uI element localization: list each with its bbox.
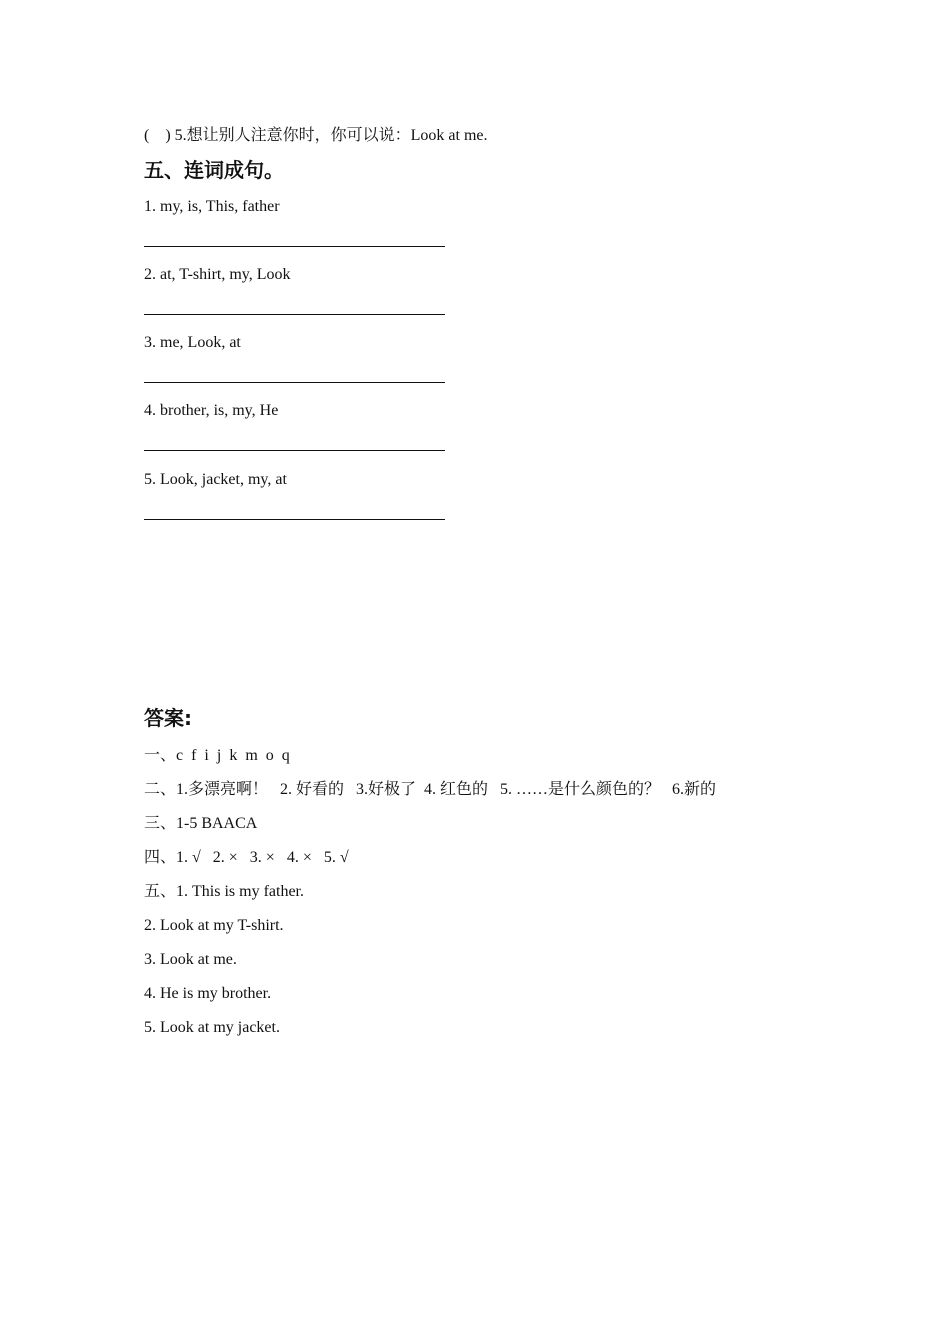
reorder-item-3: 3. me, Look, at [144,334,241,351]
answer-line-7: 3. Look at me. [144,951,237,968]
answer-line-8: 4. He is my brother. [144,985,272,1002]
answer-line-4: 四、1. √ 2. × 3. × 4. × 5. √ [144,849,349,866]
question-5-line: ( ) 5.想让别人注意你时，你可以说：Look at me. [144,127,488,144]
reorder-item-1: 1. my, is, This, father [144,198,280,215]
answer-line-5: 五、1. This is my father. [144,883,304,900]
answer-blank-5 [144,519,445,520]
answer-blank-1 [144,246,445,247]
answer-line-6: 2. Look at my T-shirt. [144,917,284,934]
answer-line-3: 三、1-5 BAACA [144,815,258,832]
answer-line-1: 一、c f i j k m o q [144,747,290,764]
answer-blank-3 [144,382,445,383]
answer-line-2: 二、1.多漂亮啊！ 2. 好看的 3.好极了 4. 红色的 5. ……是什么颜色的？ 6.新的 [144,781,717,798]
answer-blank-2 [144,314,445,315]
answer-blank-4 [144,450,445,451]
answers-title: 答案: [144,706,192,730]
section-five-title: 五、连词成句。 [144,158,284,182]
reorder-item-5: 5. Look, jacket, my, at [144,471,287,488]
answer-line-9: 5. Look at my jacket. [144,1019,280,1036]
reorder-item-2: 2. at, T-shirt, my, Look [144,266,291,283]
reorder-item-4: 4. brother, is, my, He [144,402,279,419]
